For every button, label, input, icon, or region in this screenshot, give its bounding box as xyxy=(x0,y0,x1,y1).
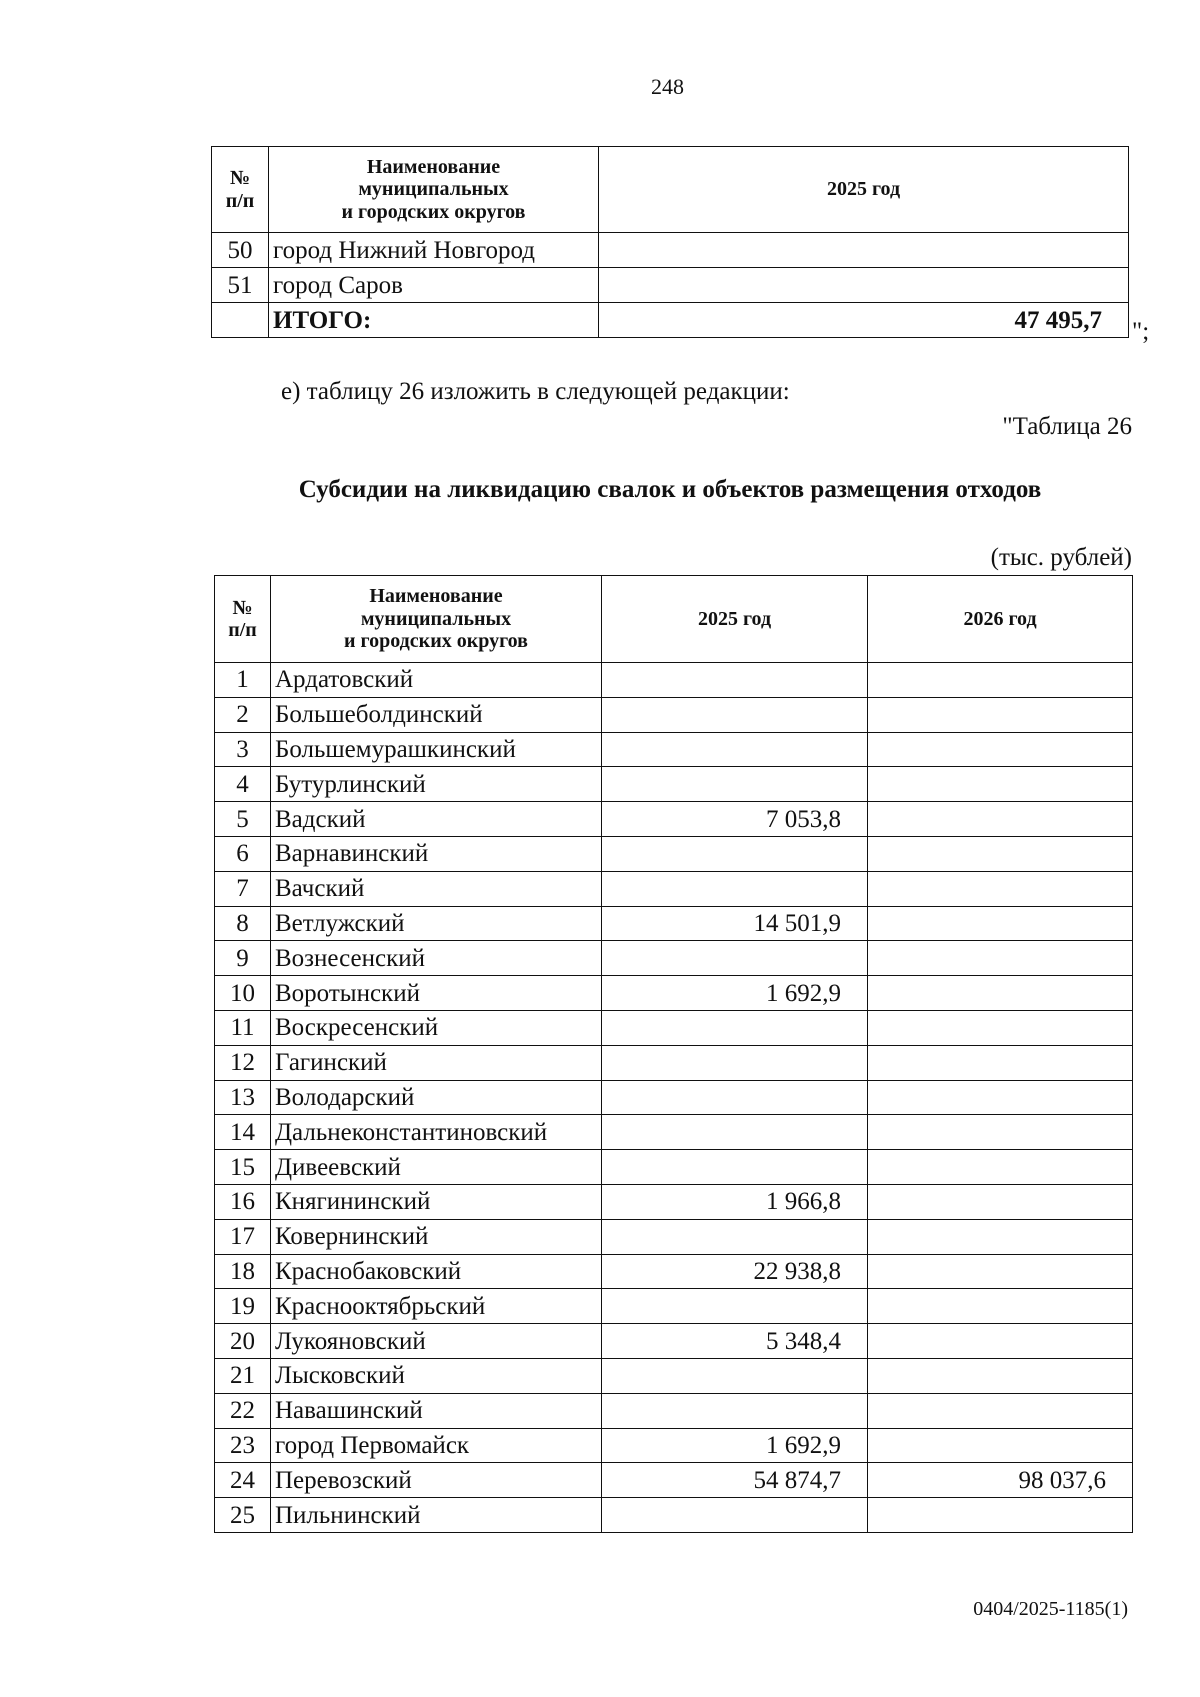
row-value-2026 xyxy=(868,663,1133,698)
row-municipality: Гагинский xyxy=(271,1045,602,1080)
previous-table-header xyxy=(212,147,1129,233)
row-value-2026 xyxy=(868,1498,1133,1533)
row-value-2026 xyxy=(868,836,1133,871)
row-municipality: город Нижний Новгород xyxy=(269,233,599,268)
row-municipality: Дивеевский xyxy=(271,1150,602,1185)
row-value-2025 xyxy=(602,1393,868,1428)
row-value-2026 xyxy=(868,802,1133,837)
row-value-2025: 5 348,4 xyxy=(602,1324,868,1359)
row-value-2026 xyxy=(868,1254,1133,1289)
row-municipality: Ветлужский xyxy=(271,906,602,941)
row-municipality: Вознесенский xyxy=(271,941,602,976)
row-value-2025 xyxy=(602,1080,868,1115)
previous-table-body xyxy=(212,233,1129,303)
total-label: ИТОГО: xyxy=(269,303,599,338)
row-number: 51 xyxy=(212,268,269,303)
row-number: 1 xyxy=(215,663,271,698)
row-municipality: Воротынский xyxy=(271,976,602,1011)
row-number: 12 xyxy=(215,1045,271,1080)
total-row xyxy=(212,303,1129,338)
table-row xyxy=(215,1115,1133,1150)
row-municipality: Ардатовский xyxy=(271,663,602,698)
row-municipality: Краснобаковский xyxy=(271,1254,602,1289)
row-municipality: Володарский xyxy=(271,1080,602,1115)
table-row xyxy=(215,941,1133,976)
row-value-2025 xyxy=(602,836,868,871)
row-municipality: Ковернинский xyxy=(271,1219,602,1254)
row-value-2026 xyxy=(868,1150,1133,1185)
row-value-2025 xyxy=(599,268,1129,303)
row-municipality: Княгининский xyxy=(271,1184,602,1219)
row-value-2026 xyxy=(868,732,1133,767)
table-row xyxy=(215,1219,1133,1254)
row-number: 14 xyxy=(215,1115,271,1150)
table-row xyxy=(215,1010,1133,1045)
row-value-2025 xyxy=(602,1219,868,1254)
previous-table xyxy=(211,146,1129,338)
row-value-2026 xyxy=(868,941,1133,976)
row-value-2026 xyxy=(868,1010,1133,1045)
header-2026: 2026 год xyxy=(868,576,1133,663)
table-row xyxy=(215,732,1133,767)
row-value-2026 xyxy=(868,906,1133,941)
row-municipality: Пильнинский xyxy=(271,1498,602,1533)
row-value-2025: 22 938,8 xyxy=(602,1254,868,1289)
table-26-body xyxy=(215,663,1133,1533)
table-row xyxy=(215,1184,1133,1219)
row-number: 25 xyxy=(215,1498,271,1533)
row-value-2026 xyxy=(868,1045,1133,1080)
row-value-2025: 1 692,9 xyxy=(602,1428,868,1463)
table-row xyxy=(215,1045,1133,1080)
table-heading: Субсидии на ликвидацию свалок и объектов размещения отходов xyxy=(298,476,1042,503)
row-number: 20 xyxy=(215,1324,271,1359)
row-municipality: Краснооктябрьский xyxy=(271,1289,602,1324)
row-value-2025 xyxy=(602,1010,868,1045)
row-value-2025 xyxy=(602,1358,868,1393)
row-number: 21 xyxy=(215,1358,271,1393)
table-row xyxy=(215,836,1133,871)
row-value-2025 xyxy=(602,663,868,698)
units-note: (тыс. рублей) xyxy=(990,544,1132,571)
row-value-2025 xyxy=(602,1289,868,1324)
header-municipality: Наименование муниципальных и городских округов xyxy=(271,576,602,663)
row-value-2025 xyxy=(602,697,868,732)
table-row xyxy=(215,1393,1133,1428)
table-row xyxy=(215,1358,1133,1393)
row-value-2025: 1 692,9 xyxy=(602,976,868,1011)
row-value-2025: 7 053,8 xyxy=(602,802,868,837)
row-number: 16 xyxy=(215,1184,271,1219)
row-municipality: Бутурлинский xyxy=(271,767,602,802)
row-number: 13 xyxy=(215,1080,271,1115)
table-row xyxy=(212,233,1129,268)
closing-quote: "; xyxy=(1132,318,1150,345)
table-26-header xyxy=(215,576,1133,663)
page-number: 248 xyxy=(651,74,684,99)
row-value-2026 xyxy=(868,1219,1133,1254)
header-number: № п/п xyxy=(215,576,271,663)
row-municipality: Навашинский xyxy=(271,1393,602,1428)
row-value-2026: 98 037,6 xyxy=(868,1463,1133,1498)
header-2025: 2025 год xyxy=(602,576,868,663)
table-row xyxy=(215,871,1133,906)
row-municipality: Вадский xyxy=(271,802,602,837)
row-municipality: Большеболдинский xyxy=(271,697,602,732)
row-municipality: Перевозский xyxy=(271,1463,602,1498)
header-number: № п/п xyxy=(212,147,269,233)
row-number: 10 xyxy=(215,976,271,1011)
row-number: 18 xyxy=(215,1254,271,1289)
row-number: 9 xyxy=(215,941,271,976)
document-code: 0404/2025-1185(1) xyxy=(973,1598,1128,1620)
row-value-2025: 14 501,9 xyxy=(602,906,868,941)
row-number: 22 xyxy=(215,1393,271,1428)
row-municipality: Варнавинский xyxy=(271,836,602,871)
table-row xyxy=(215,1150,1133,1185)
table-row xyxy=(215,767,1133,802)
table-label: "Таблица 26 xyxy=(1002,413,1132,440)
table-row xyxy=(215,1463,1133,1498)
row-value-2026 xyxy=(868,1184,1133,1219)
table-row xyxy=(215,1254,1133,1289)
row-number: 3 xyxy=(215,732,271,767)
row-value-2026 xyxy=(868,767,1133,802)
row-municipality: Лысковский xyxy=(271,1358,602,1393)
row-municipality: город Саров xyxy=(269,268,599,303)
row-value-2025 xyxy=(602,767,868,802)
row-municipality: Лукояновский xyxy=(271,1324,602,1359)
row-value-2026 xyxy=(868,871,1133,906)
row-value-2026 xyxy=(868,1115,1133,1150)
instruction-text: е) таблицу 26 изложить в следующей редакции: xyxy=(281,378,790,405)
row-value-2026 xyxy=(868,1393,1133,1428)
row-value-2025 xyxy=(602,732,868,767)
row-value-2025 xyxy=(602,941,868,976)
row-municipality: Вачский xyxy=(271,871,602,906)
header-municipality: Наименование муниципальных и городских округов xyxy=(269,147,599,233)
row-number: 4 xyxy=(215,767,271,802)
row-number: 2 xyxy=(215,697,271,732)
header-2025: 2025 год xyxy=(599,147,1129,233)
row-number: 7 xyxy=(215,871,271,906)
row-value-2026 xyxy=(868,1080,1133,1115)
table-row xyxy=(215,1428,1133,1463)
row-number: 11 xyxy=(215,1010,271,1045)
row-municipality: Воскресенский xyxy=(271,1010,602,1045)
row-value-2026 xyxy=(868,697,1133,732)
table-row xyxy=(215,1289,1133,1324)
row-municipality: Большемурашкинский xyxy=(271,732,602,767)
row-municipality: город Первомайск xyxy=(271,1428,602,1463)
row-value-2025 xyxy=(602,871,868,906)
table-row xyxy=(215,802,1133,837)
row-municipality: Дальнеконстантиновский xyxy=(271,1115,602,1150)
table-row xyxy=(215,697,1133,732)
row-value-2026 xyxy=(868,976,1133,1011)
row-value-2025 xyxy=(602,1150,868,1185)
row-number: 15 xyxy=(215,1150,271,1185)
table-row xyxy=(215,1498,1133,1533)
row-number: 5 xyxy=(215,802,271,837)
row-number: 17 xyxy=(215,1219,271,1254)
row-number: 24 xyxy=(215,1463,271,1498)
row-value-2026 xyxy=(868,1358,1133,1393)
row-value-2025: 54 874,7 xyxy=(602,1463,868,1498)
row-value-2025 xyxy=(599,233,1129,268)
total-value-2025: 47 495,7 xyxy=(599,303,1129,338)
row-number: 6 xyxy=(215,836,271,871)
table-26 xyxy=(214,575,1133,1533)
table-row xyxy=(215,906,1133,941)
table-row xyxy=(215,1080,1133,1115)
row-value-2026 xyxy=(868,1324,1133,1359)
row-number: 19 xyxy=(215,1289,271,1324)
table-row xyxy=(215,976,1133,1011)
row-number: 8 xyxy=(215,906,271,941)
row-value-2026 xyxy=(868,1428,1133,1463)
table-row xyxy=(215,1324,1133,1359)
row-value-2025: 1 966,8 xyxy=(602,1184,868,1219)
table-row xyxy=(212,268,1129,303)
row-number: 50 xyxy=(212,233,269,268)
row-value-2026 xyxy=(868,1289,1133,1324)
row-number: 23 xyxy=(215,1428,271,1463)
row-value-2025 xyxy=(602,1115,868,1150)
row-value-2025 xyxy=(602,1498,868,1533)
table-row xyxy=(215,663,1133,698)
row-value-2025 xyxy=(602,1045,868,1080)
